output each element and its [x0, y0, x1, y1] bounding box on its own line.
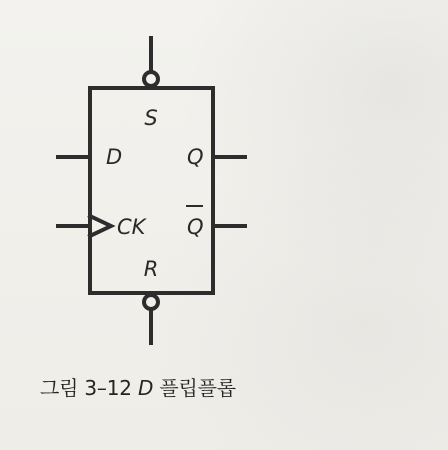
- data-input-label: D: [106, 145, 123, 169]
- caption-suffix: 플립플롭: [159, 376, 236, 400]
- clock-edge-triangle: [90, 216, 111, 236]
- qbar-output-label: Q: [187, 215, 204, 239]
- reset-label: R: [143, 257, 159, 281]
- figure-caption: [40, 372, 236, 401]
- caption-prefix: 그림 3–12: [40, 376, 132, 400]
- clock-input-label: CK: [117, 215, 146, 239]
- caption-italic-d: D: [137, 376, 154, 400]
- reset-inversion-bubble: [144, 295, 158, 309]
- q-output-label: Q: [187, 145, 204, 169]
- set-inversion-bubble: [144, 72, 158, 86]
- set-label: S: [144, 106, 158, 130]
